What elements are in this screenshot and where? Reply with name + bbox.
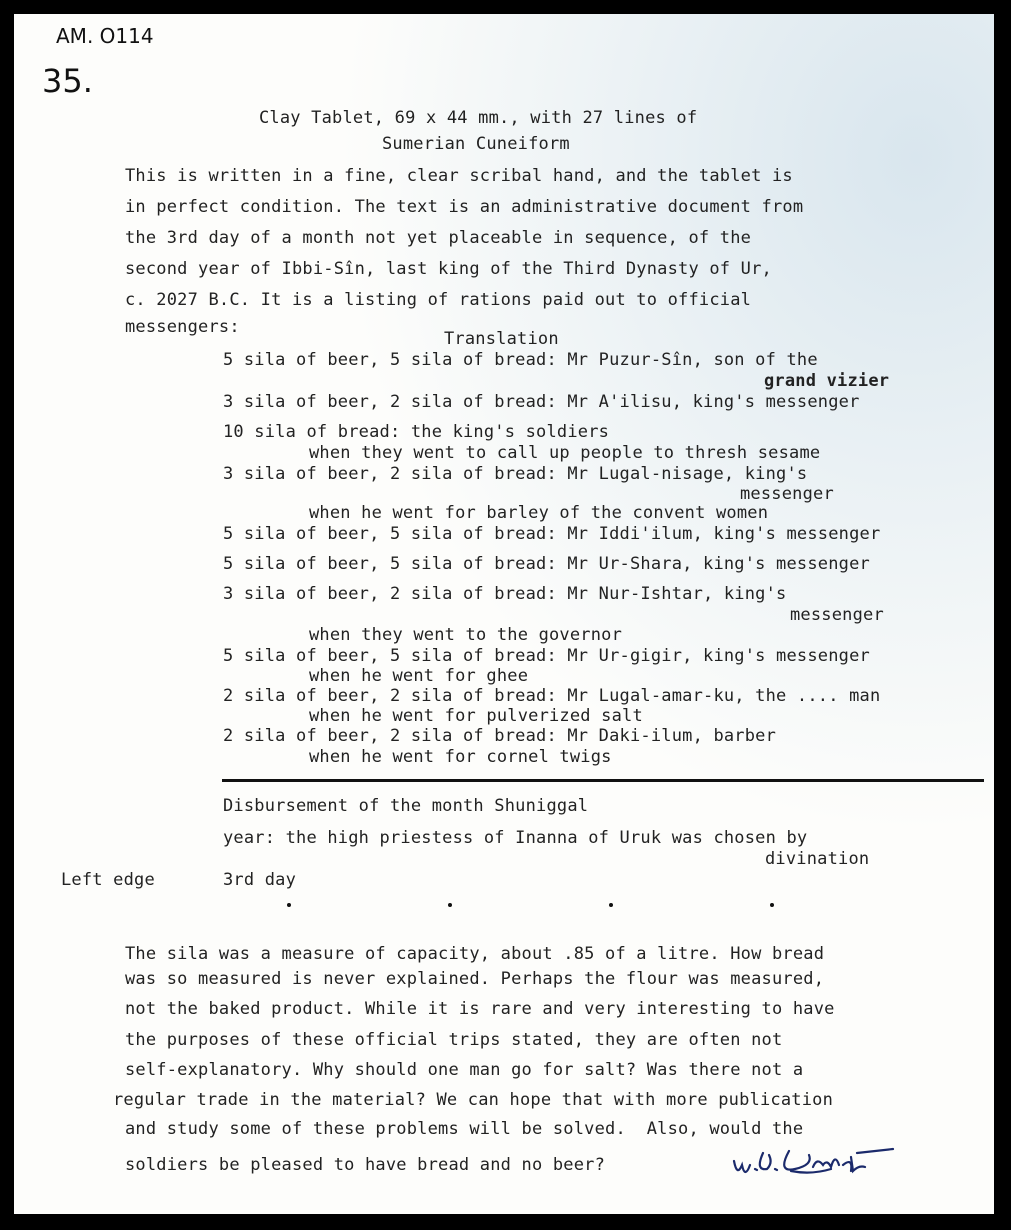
handwritten-signature bbox=[729, 1139, 899, 1189]
commentary-line: and study some of these problems will be solved. Also, would the bbox=[125, 1119, 804, 1139]
commentary-line: was so measured is never explained. Perhaps the flour was measured, bbox=[125, 969, 825, 989]
translation-heading: Translation bbox=[444, 329, 559, 349]
separator-dot bbox=[448, 903, 452, 907]
separator-dot bbox=[287, 903, 291, 907]
separator-dot bbox=[609, 903, 613, 907]
translation-line: when he went for barley of the convent women bbox=[309, 503, 769, 523]
translation-line: when he went for ghee bbox=[309, 666, 529, 686]
disbursement-line: Disbursement of the month Shuniggal bbox=[223, 796, 589, 816]
translation-line: 5 sila of beer, 5 sila of bread: Mr Ur-Shara, king's messenger bbox=[223, 554, 870, 574]
translation-line: when he went for pulverized salt bbox=[309, 706, 643, 726]
intro-line: in perfect condition. The text is an administrative document from bbox=[125, 197, 804, 217]
left-edge-text: 3rd day bbox=[223, 870, 297, 890]
translation-line: when they went to the governor bbox=[309, 625, 623, 645]
commentary-line: regular trade in the material? We can hope that with more publication bbox=[113, 1090, 834, 1110]
year-line: year: the high priestess of Inanna of Uruk was chosen by bbox=[223, 828, 808, 848]
intro-line: c. 2027 B.C. It is a listing of rations paid out to official bbox=[125, 290, 752, 310]
document-page bbox=[14, 14, 994, 1214]
commentary-line: not the baked product. While it is rare and very interesting to have bbox=[125, 999, 835, 1019]
commentary-line: soldiers be pleased to have bread and no beer? bbox=[125, 1155, 606, 1175]
left-edge-label: Left edge bbox=[61, 870, 155, 890]
translation-line: messenger bbox=[740, 484, 834, 504]
intro-line: messengers: bbox=[125, 317, 240, 337]
translation-line: 3 sila of beer, 2 sila of bread: Mr A'ilisu, king's messenger bbox=[223, 392, 860, 412]
commentary-line: The sila was a measure of capacity, about .85 of a litre. How bread bbox=[125, 944, 825, 964]
intro-line: the 3rd day of a month not yet placeable in sequence, of the bbox=[125, 228, 752, 248]
translation-line: when he went for cornel twigs bbox=[309, 747, 612, 767]
handwritten-number: 35. bbox=[42, 62, 93, 100]
translation-line: 3 sila of beer, 2 sila of bread: Mr Nur-Ishtar, king's bbox=[223, 584, 787, 604]
separator-dot bbox=[770, 903, 774, 907]
title-line-2: Sumerian Cuneiform bbox=[382, 134, 570, 154]
translation-line: 5 sila of beer, 5 sila of bread: Mr Puzur-Sîn, son of the bbox=[223, 350, 818, 370]
translation-line: 2 sila of beer, 2 sila of bread: Mr Lugal-amar-ku, the .... man bbox=[223, 686, 881, 706]
translation-line: 5 sila of beer, 5 sila of bread: Mr Ur-gigir, king's messenger bbox=[223, 646, 870, 666]
translation-line: messenger bbox=[790, 605, 884, 625]
translation-line: when they went to call up people to thresh sesame bbox=[309, 443, 821, 463]
handwritten-reference: AM. O114 bbox=[56, 24, 154, 48]
translation-line: 10 sila of bread: the king's soldiers bbox=[223, 422, 610, 442]
intro-line: second year of Ibbi-Sîn, last king of the Third Dynasty of Ur, bbox=[125, 259, 772, 279]
commentary-line: the purposes of these official trips stated, they are often not bbox=[125, 1030, 783, 1050]
translation-line: 5 sila of beer, 5 sila of bread: Mr Iddi'ilum, king's messenger bbox=[223, 524, 881, 544]
year-line-continued: divination bbox=[765, 849, 870, 869]
translation-line: grand vizier bbox=[764, 371, 890, 391]
horizontal-rule bbox=[222, 779, 984, 782]
translation-line: 2 sila of beer, 2 sila of bread: Mr Daki-ilum, barber bbox=[223, 726, 777, 746]
commentary-line: self-explanatory. Why should one man go for salt? Was there not a bbox=[125, 1060, 804, 1080]
translation-line: 3 sila of beer, 2 sila of bread: Mr Lugal-nisage, king's bbox=[223, 464, 808, 484]
intro-line: This is written in a fine, clear scribal hand, and the tablet is bbox=[125, 166, 793, 186]
title-line-1: Clay Tablet, 69 x 44 mm., with 27 lines of bbox=[259, 108, 698, 128]
